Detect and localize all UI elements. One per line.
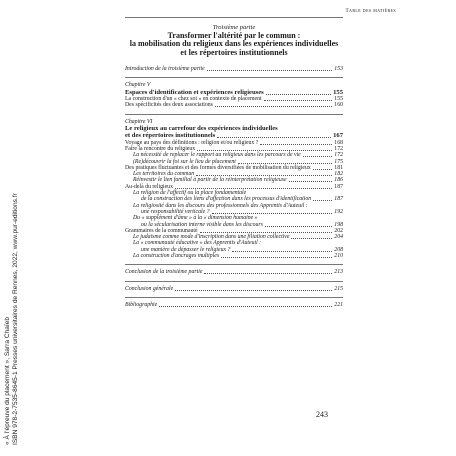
toc-entry-conclusion-generale[interactable] bbox=[125, 286, 343, 292]
toc-page-number: 160 bbox=[334, 102, 343, 109]
section-divider bbox=[125, 264, 343, 265]
toc-page-number: 202 bbox=[334, 227, 343, 234]
toc-subentry-line: La religiosité dans les discours des professionnels des Apprentis d'Auteuil : bbox=[133, 202, 308, 209]
toc-page-number: 181 bbox=[334, 164, 343, 171]
toc-page-number: 215 bbox=[334, 285, 343, 292]
toc-page-number: 182 bbox=[334, 171, 343, 178]
dot-leader bbox=[175, 188, 332, 189]
part-title-line: la mobilisation du religieux dans les expériences individuelles bbox=[129, 39, 339, 49]
dot-leader bbox=[265, 226, 332, 227]
chapter-title: Espaces d'identification et expériences religieuses bbox=[125, 88, 264, 96]
toc-entry-title: Au-delà du religieux bbox=[125, 183, 173, 190]
dot-leader bbox=[289, 181, 333, 182]
section-divider bbox=[125, 281, 343, 282]
dot-leader bbox=[204, 273, 332, 274]
dot-leader bbox=[313, 200, 332, 201]
part-label: Troisième partie bbox=[212, 24, 256, 31]
table-of-contents bbox=[125, 66, 343, 308]
toc-entry-title: ou la sécularisation interne visible dans les discours bbox=[141, 221, 263, 228]
toc-entry-title: La construction d'un « chez soi » en contexte de placement bbox=[125, 96, 262, 102]
dot-leader bbox=[221, 257, 332, 258]
toc-entry-bibliographie[interactable] bbox=[125, 302, 343, 308]
toc-entry-title: de la construction des liens d'affection dans les processus d'identification bbox=[141, 196, 312, 203]
toc-entry-conclusion-partie[interactable] bbox=[125, 269, 343, 275]
page-number: 243 bbox=[316, 410, 328, 419]
toc-entry-title: Réinvestir le lien familial à partir de la réinterprétation religieuse bbox=[133, 177, 287, 184]
toc-subentry-line: La « communauté éducative » des Apprentis d'Auteuil : bbox=[133, 240, 262, 247]
dot-leader bbox=[159, 306, 332, 307]
toc-subentry[interactable] bbox=[125, 253, 343, 259]
toc-entry-intro[interactable] bbox=[125, 66, 343, 72]
dot-leader bbox=[217, 137, 331, 138]
toc-subentry-line: Du « supplément d'âme » à la « dimension humaine » bbox=[133, 215, 258, 222]
toc-entry-title: Grammaires de la communauté bbox=[125, 227, 198, 234]
toc-entry-chapter5[interactable] bbox=[125, 89, 343, 96]
toc-page-number: 213 bbox=[334, 269, 343, 276]
toc-page-number: 168 bbox=[334, 139, 343, 146]
section-divider bbox=[125, 114, 343, 115]
dot-leader bbox=[197, 150, 332, 151]
dot-leader bbox=[266, 94, 331, 95]
dot-leader bbox=[207, 70, 333, 71]
chapter-title: et des répertoires institutionnels bbox=[125, 132, 216, 140]
toc-page-number: 198 bbox=[334, 221, 343, 228]
toc-entry-title: Conclusion générale bbox=[125, 285, 174, 292]
toc-page-number: 208 bbox=[334, 246, 343, 253]
toc-page-number: 187 bbox=[334, 183, 343, 190]
dot-leader bbox=[313, 169, 333, 170]
toc-page-number: 221 bbox=[334, 301, 343, 308]
dot-leader bbox=[212, 213, 333, 214]
toc-page-number: 204 bbox=[334, 234, 343, 241]
toc-entry-title: une responsabilité verticale ? bbox=[141, 208, 210, 215]
toc-entry[interactable] bbox=[125, 102, 343, 108]
dot-leader bbox=[238, 163, 332, 164]
toc-entry-title: Introduction de la troisième partie bbox=[125, 66, 205, 72]
copyright-line: « À l'épreuve du placement », Sarra Chaïeb bbox=[4, 316, 11, 445]
toc-entry-chapter6[interactable] bbox=[125, 132, 343, 139]
dot-leader bbox=[264, 100, 333, 101]
toc-entry-title: Conclusion de la troisième partie bbox=[125, 269, 203, 276]
toc-page-number: 186 bbox=[334, 177, 343, 184]
toc-entry-title: La construction d'ancrages multiples bbox=[133, 253, 220, 260]
toc-subentry[interactable] bbox=[125, 196, 343, 202]
section-divider bbox=[125, 77, 343, 78]
toc-entry-title: Faire la rencontre du religieux bbox=[125, 146, 196, 152]
toc-entry-title: La nécessité de replacer le rapport au religieux dans les parcours de vie bbox=[133, 152, 301, 159]
dot-leader bbox=[303, 156, 333, 157]
header-rule bbox=[125, 17, 343, 18]
toc-page-number: 210 bbox=[334, 253, 343, 260]
toc-entry-title: Les territoires du commun bbox=[133, 171, 195, 178]
dot-leader bbox=[200, 232, 333, 233]
toc-entry-title: Voyage au pays des définitions : religion et/ou religieux ? bbox=[125, 139, 259, 146]
copyright-notice bbox=[4, 193, 20, 445]
toc-entry-title: Le judaïsme comme mode d'inscription dans une filiation collective bbox=[133, 234, 290, 241]
running-head: Table des matières bbox=[345, 8, 396, 14]
section-divider bbox=[125, 297, 343, 298]
chapter-label: Chapitre V bbox=[125, 82, 151, 89]
toc-page-number: 192 bbox=[334, 208, 343, 215]
dot-leader bbox=[232, 251, 332, 252]
toc-page-number: 172 bbox=[334, 152, 343, 159]
dot-leader bbox=[215, 106, 332, 107]
toc-entry-title: Des pratiques fluctuantes et des formes diversifiées de mobilisation du religieux bbox=[125, 164, 311, 171]
toc-page-number: 153 bbox=[334, 66, 343, 72]
part-title bbox=[125, 32, 343, 57]
toc-entry-title: une manière de dépasser le religieux ? bbox=[141, 246, 231, 253]
chapter-label: Chapitre VI bbox=[125, 118, 153, 125]
toc-subentry-line: La religion de l'affectif ou la place fondamentale bbox=[133, 190, 247, 197]
copyright-line: ISBN 978-2-7535-8645-1 Presses universitaires de Rennes, 2022, www.pur-editions.fr bbox=[12, 193, 19, 445]
part-title-line: Transformer l'altérité par le commun : bbox=[167, 31, 301, 40]
toc-page-number: 155 bbox=[333, 88, 343, 96]
chapter-title-line: Le religieux au carrefour des expériences individuelles bbox=[125, 124, 278, 132]
toc-page-number: 172 bbox=[334, 146, 343, 152]
dot-leader bbox=[175, 290, 332, 291]
dot-leader bbox=[260, 144, 332, 145]
toc-entry-title: Des spécificités des deux associations bbox=[125, 102, 213, 109]
toc-entry-title: Bibliographie bbox=[125, 301, 158, 308]
toc-page-number: 155 bbox=[334, 96, 343, 102]
toc-page-number: 175 bbox=[334, 158, 343, 165]
dot-leader bbox=[291, 238, 332, 239]
part-title-line: et les répertoires institutionnels bbox=[180, 47, 288, 57]
toc-entry-title: (Re)découvrir la foi sur le lieu de placement bbox=[133, 158, 236, 165]
toc-page-number: 187 bbox=[334, 196, 343, 203]
toc-page-number: 167 bbox=[333, 132, 343, 140]
